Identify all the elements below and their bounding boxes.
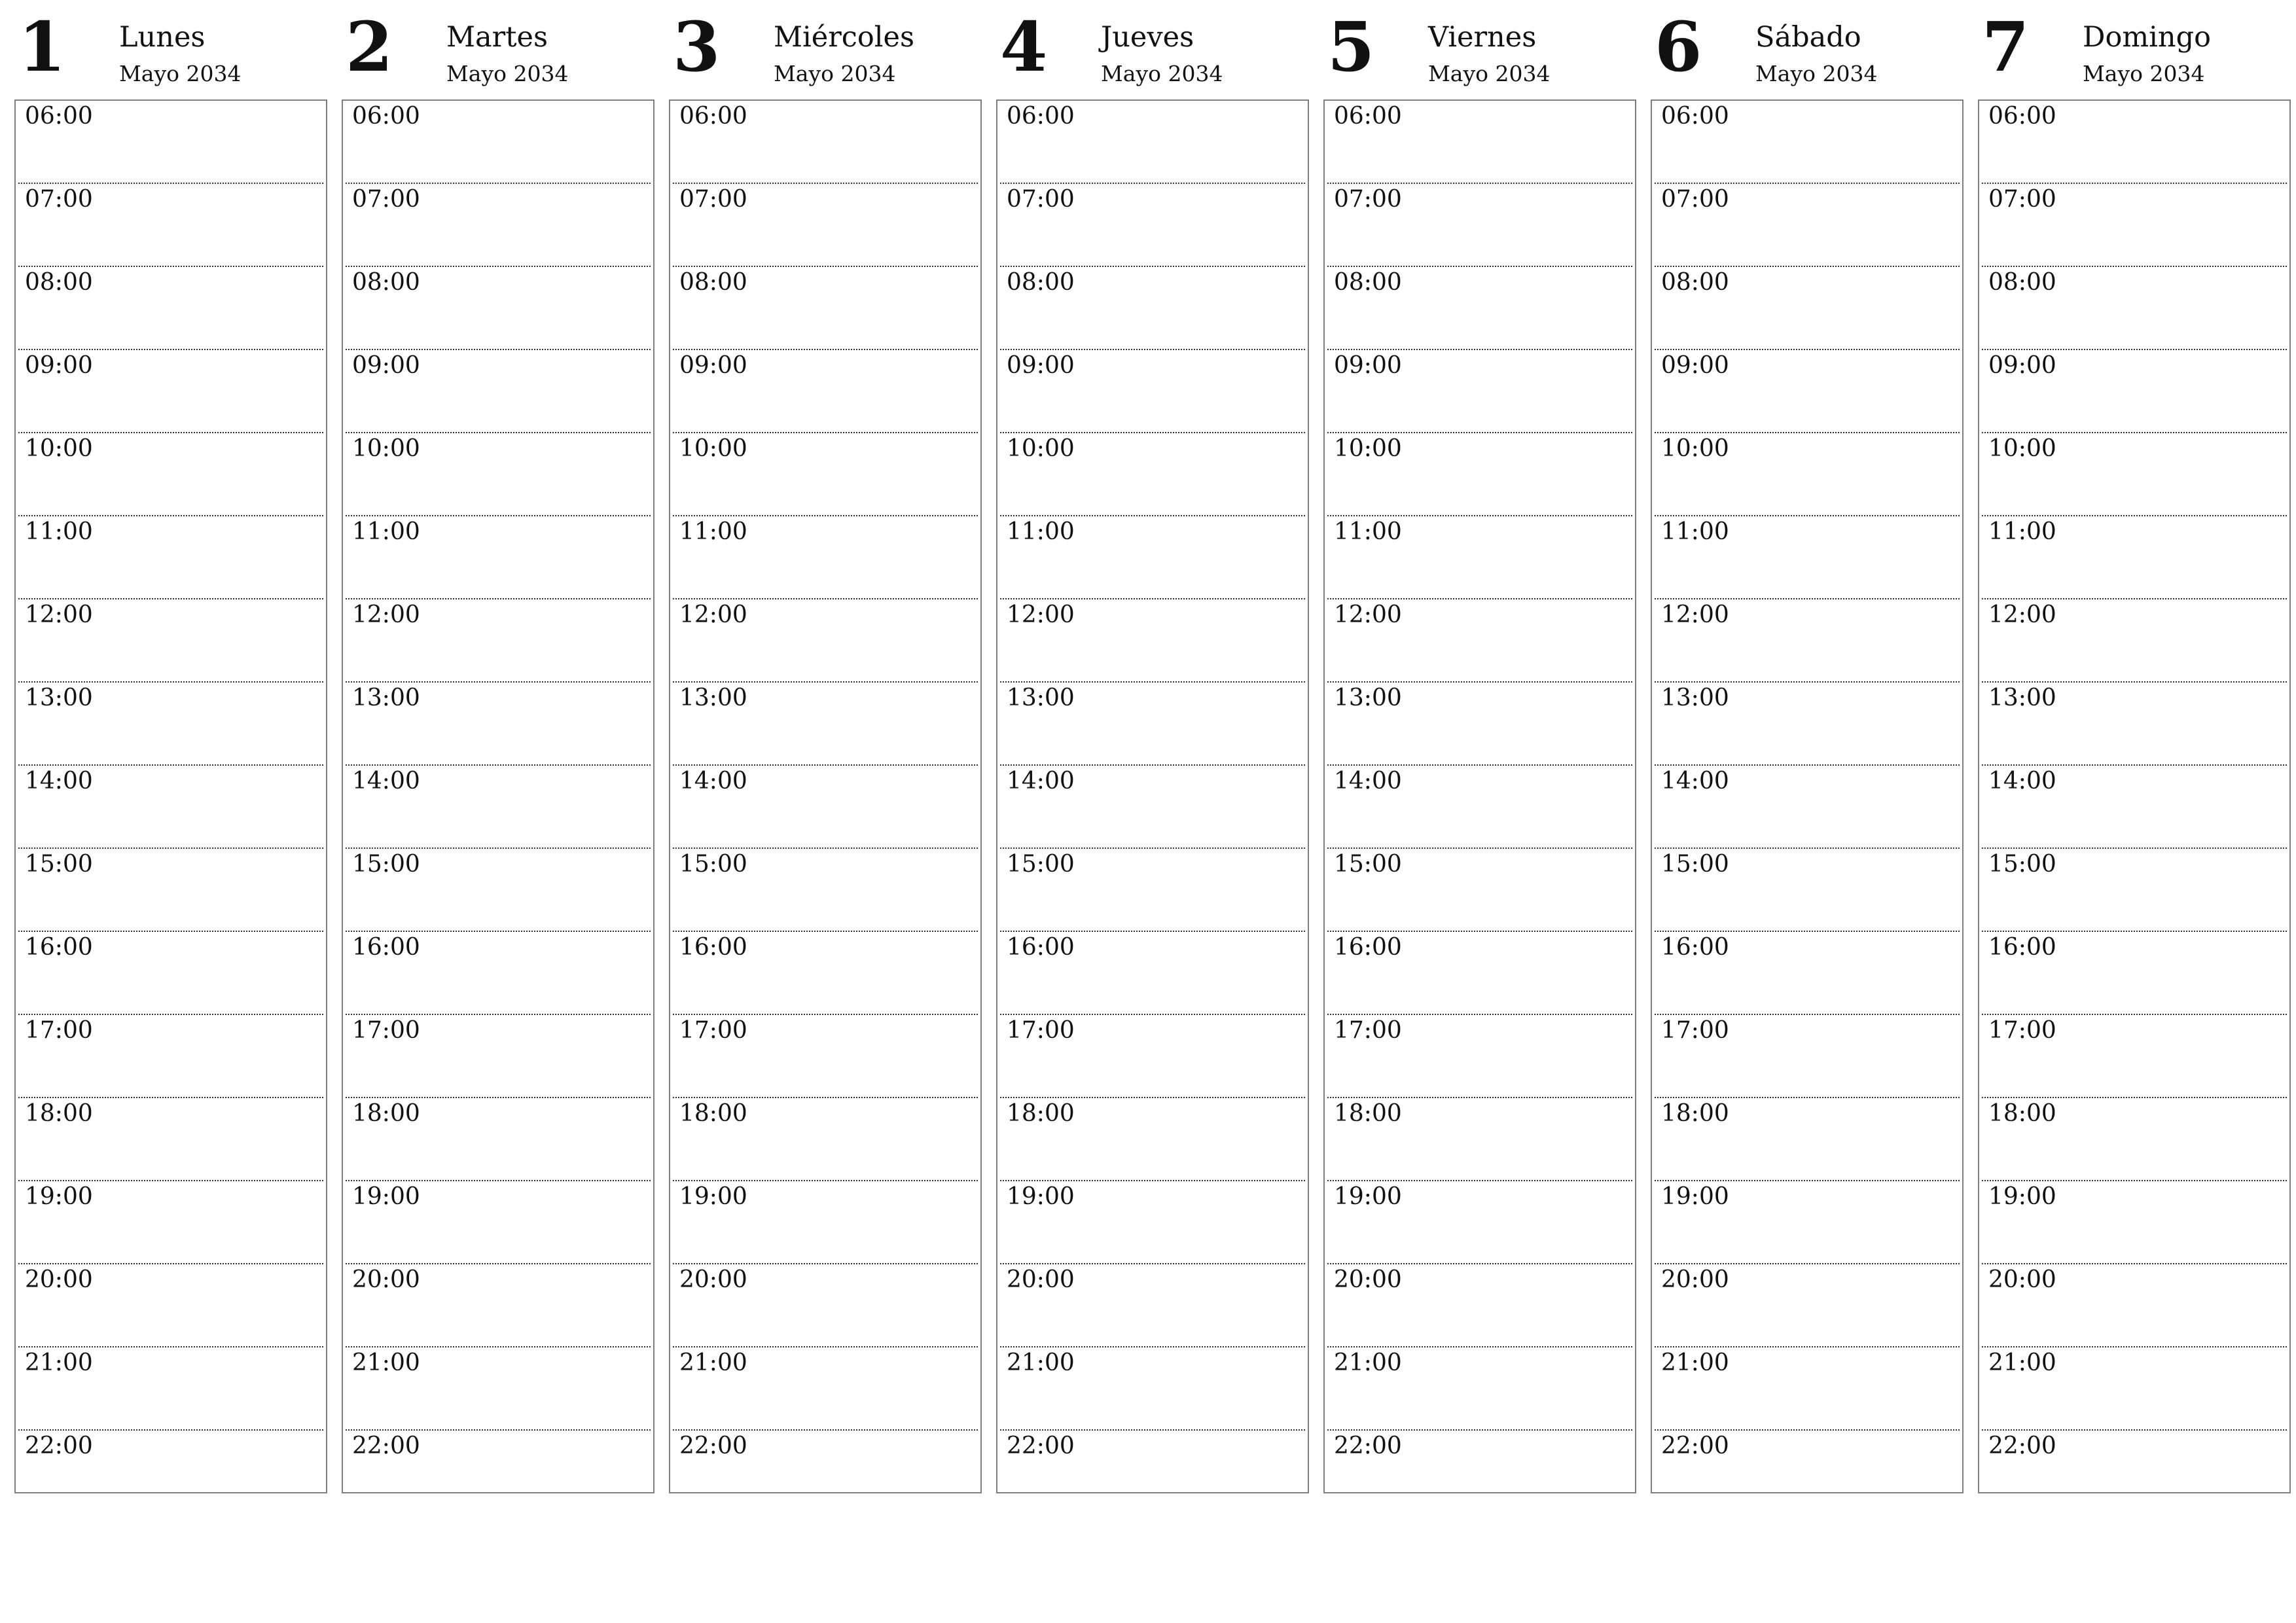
day-name: Sábado <box>1755 21 1861 54</box>
hour-label: 16:00 <box>679 934 747 961</box>
hour-label: 09:00 <box>1988 352 2056 379</box>
hour-label: 17:00 <box>1988 1017 2056 1044</box>
day-column <box>14 0 327 1505</box>
hour-label: 14:00 <box>1334 768 1402 794</box>
hour-label: 16:00 <box>1334 934 1402 961</box>
hour-slot[interactable] <box>346 932 651 1015</box>
hour-label: 17:00 <box>679 1017 747 1044</box>
hour-label: 21:00 <box>1661 1349 1729 1376</box>
hour-slot[interactable] <box>1000 683 1305 766</box>
hour-slot[interactable] <box>673 184 978 267</box>
hour-slot[interactable] <box>346 1015 651 1098</box>
hour-label: 21:00 <box>352 1349 420 1376</box>
day-header <box>1978 0 2291 99</box>
hour-slot[interactable] <box>1655 683 1960 766</box>
hour-label: 12:00 <box>1661 601 1729 628</box>
hour-label: 17:00 <box>25 1017 93 1044</box>
hour-slot[interactable] <box>18 766 323 849</box>
hour-label: 17:00 <box>1007 1017 1075 1044</box>
hour-slot[interactable] <box>1982 683 2287 766</box>
hour-label: 08:00 <box>1334 269 1402 296</box>
hour-slot[interactable] <box>1000 350 1305 433</box>
hour-label: 06:00 <box>352 103 420 130</box>
hour-slot[interactable] <box>1982 932 2287 1015</box>
hour-slot[interactable] <box>1000 932 1305 1015</box>
hour-label: 10:00 <box>1988 435 2056 462</box>
hour-label: 10:00 <box>1007 435 1075 462</box>
day-schedule-box <box>1978 99 2291 1493</box>
hour-slot[interactable] <box>1000 1181 1305 1264</box>
hour-label: 14:00 <box>25 768 93 794</box>
day-month: Mayo 2034 <box>1755 61 1878 86</box>
hour-label: 16:00 <box>25 934 93 961</box>
hour-slot[interactable] <box>346 350 651 433</box>
hour-slot[interactable] <box>1327 766 1632 849</box>
hour-label: 08:00 <box>352 269 420 296</box>
hour-label: 08:00 <box>1988 269 2056 296</box>
hour-slot[interactable] <box>18 1181 323 1264</box>
hour-label: 15:00 <box>1661 851 1729 878</box>
hour-label: 18:00 <box>1334 1100 1402 1127</box>
hour-slot[interactable] <box>1000 433 1305 516</box>
hour-label: 11:00 <box>1334 518 1402 545</box>
hour-label: 10:00 <box>352 435 420 462</box>
hour-label: 13:00 <box>679 685 747 711</box>
hour-label: 19:00 <box>1988 1183 2056 1210</box>
hour-slot[interactable] <box>1982 1098 2287 1181</box>
hour-label: 09:00 <box>1334 352 1402 379</box>
hour-label: 06:00 <box>1007 103 1075 130</box>
hour-label: 06:00 <box>1661 103 1729 130</box>
hour-slot[interactable] <box>18 267 323 350</box>
hour-label: 16:00 <box>1661 934 1729 961</box>
hour-slot[interactable] <box>1000 184 1305 267</box>
hour-label: 14:00 <box>1661 768 1729 794</box>
hour-label: 21:00 <box>679 1349 747 1376</box>
hour-label: 20:00 <box>1007 1266 1075 1293</box>
hour-slot[interactable] <box>18 849 323 932</box>
hour-slot[interactable] <box>1327 932 1632 1015</box>
day-schedule-box <box>342 99 655 1493</box>
hour-label: 12:00 <box>679 601 747 628</box>
hour-label: 14:00 <box>1007 768 1075 794</box>
hour-slot[interactable] <box>1655 350 1960 433</box>
hour-slot[interactable] <box>1655 1264 1960 1347</box>
hour-slot[interactable] <box>1327 350 1632 433</box>
day-column <box>342 0 655 1505</box>
hour-label: 22:00 <box>352 1433 420 1459</box>
day-name: Martes <box>446 21 548 54</box>
hour-label: 22:00 <box>1661 1433 1729 1459</box>
hour-label: 16:00 <box>1007 934 1075 961</box>
day-month: Mayo 2034 <box>446 61 569 86</box>
hour-label: 13:00 <box>1007 685 1075 711</box>
hour-label: 18:00 <box>1007 1100 1075 1127</box>
hour-slot[interactable] <box>1655 1015 1960 1098</box>
hour-label: 11:00 <box>1661 518 1729 545</box>
hour-slot[interactable] <box>1655 516 1960 599</box>
day-header <box>996 0 1309 99</box>
hour-label: 11:00 <box>1007 518 1075 545</box>
day-header <box>669 0 982 99</box>
hour-slot[interactable] <box>673 683 978 766</box>
hour-slot[interactable] <box>1327 599 1632 683</box>
hour-slot[interactable] <box>673 516 978 599</box>
hour-slot[interactable] <box>1327 1264 1632 1347</box>
hour-slot[interactable] <box>1655 599 1960 683</box>
hour-label: 13:00 <box>1334 685 1402 711</box>
hour-slot[interactable] <box>673 932 978 1015</box>
hour-slot[interactable] <box>673 101 978 184</box>
day-column <box>1978 0 2291 1505</box>
hour-label: 11:00 <box>352 518 420 545</box>
hour-label: 13:00 <box>352 685 420 711</box>
hour-slot[interactable] <box>18 433 323 516</box>
hour-slot[interactable] <box>673 1347 978 1431</box>
hour-slot[interactable] <box>1982 433 2287 516</box>
day-number: 4 <box>1000 7 1048 87</box>
hour-slot[interactable] <box>1655 932 1960 1015</box>
day-schedule-box <box>1323 99 1636 1493</box>
hour-slot[interactable] <box>1327 1431 1632 1512</box>
hour-label: 21:00 <box>25 1349 93 1376</box>
hour-slot[interactable] <box>1655 101 1960 184</box>
hour-label: 07:00 <box>352 186 420 213</box>
hour-label: 19:00 <box>1334 1183 1402 1210</box>
hour-label: 22:00 <box>1007 1433 1075 1459</box>
hour-slot[interactable] <box>18 932 323 1015</box>
day-month: Mayo 2034 <box>1101 61 1223 86</box>
hour-slot[interactable] <box>1655 1098 1960 1181</box>
hour-slot[interactable] <box>1000 101 1305 184</box>
day-schedule-box <box>14 99 327 1493</box>
hour-label: 09:00 <box>1007 352 1075 379</box>
hour-slot[interactable] <box>1655 1347 1960 1431</box>
hour-label: 21:00 <box>1334 1349 1402 1376</box>
day-month: Mayo 2034 <box>119 61 242 86</box>
hour-slot[interactable] <box>673 267 978 350</box>
hour-label: 14:00 <box>1988 768 2056 794</box>
hour-label: 15:00 <box>679 851 747 878</box>
hour-label: 06:00 <box>679 103 747 130</box>
hour-slot[interactable] <box>1982 350 2287 433</box>
hour-slot[interactable] <box>1655 849 1960 932</box>
hour-slot[interactable] <box>18 184 323 267</box>
hour-slot[interactable] <box>673 433 978 516</box>
hour-slot[interactable] <box>1982 766 2287 849</box>
hour-label: 22:00 <box>1988 1433 2056 1459</box>
hour-label: 07:00 <box>25 186 93 213</box>
day-number: 3 <box>673 7 721 87</box>
day-name: Domingo <box>2083 21 2211 54</box>
hour-label: 19:00 <box>679 1183 747 1210</box>
day-number: 2 <box>346 7 393 87</box>
hour-label: 09:00 <box>679 352 747 379</box>
day-header <box>14 0 327 99</box>
hour-label: 07:00 <box>1007 186 1075 213</box>
day-schedule-box <box>669 99 982 1493</box>
hour-label: 20:00 <box>1334 1266 1402 1293</box>
hour-slot[interactable] <box>1982 599 2287 683</box>
hour-label: 18:00 <box>25 1100 93 1127</box>
hour-label: 08:00 <box>25 269 93 296</box>
hour-slot[interactable] <box>1655 766 1960 849</box>
hour-label: 07:00 <box>1661 186 1729 213</box>
hour-slot[interactable] <box>18 683 323 766</box>
hour-label: 10:00 <box>1661 435 1729 462</box>
hour-label: 14:00 <box>352 768 420 794</box>
hour-slot[interactable] <box>346 766 651 849</box>
hour-label: 20:00 <box>679 1266 747 1293</box>
hour-slot[interactable] <box>673 849 978 932</box>
hour-label: 12:00 <box>1334 601 1402 628</box>
hour-slot[interactable] <box>1000 1264 1305 1347</box>
hour-slot[interactable] <box>1327 1098 1632 1181</box>
hour-slot[interactable] <box>346 599 651 683</box>
hour-label: 18:00 <box>679 1100 747 1127</box>
hour-label: 07:00 <box>1988 186 2056 213</box>
hour-label: 15:00 <box>1007 851 1075 878</box>
hour-label: 13:00 <box>1661 685 1729 711</box>
hour-label: 19:00 <box>352 1183 420 1210</box>
hour-label: 06:00 <box>1334 103 1402 130</box>
hour-slot[interactable] <box>1000 1015 1305 1098</box>
hour-label: 22:00 <box>1334 1433 1402 1459</box>
hour-label: 15:00 <box>352 851 420 878</box>
hour-slot[interactable] <box>346 1431 651 1512</box>
weekly-planner <box>14 0 2283 1505</box>
day-number: 5 <box>1327 7 1375 87</box>
hour-slot[interactable] <box>1000 516 1305 599</box>
hour-slot[interactable] <box>18 599 323 683</box>
hour-label: 06:00 <box>1988 103 2056 130</box>
hour-label: 16:00 <box>1988 934 2056 961</box>
hour-slot[interactable] <box>1327 1347 1632 1431</box>
hour-label: 15:00 <box>1988 851 2056 878</box>
hour-label: 17:00 <box>1661 1017 1729 1044</box>
hour-label: 21:00 <box>1988 1349 2056 1376</box>
hour-slot[interactable] <box>1982 101 2287 184</box>
day-month: Mayo 2034 <box>774 61 896 86</box>
hour-label: 08:00 <box>679 269 747 296</box>
hour-slot[interactable] <box>1000 599 1305 683</box>
hour-slot[interactable] <box>346 101 651 184</box>
hour-label: 12:00 <box>1988 601 2056 628</box>
day-header <box>1323 0 1636 99</box>
hour-slot[interactable] <box>1655 433 1960 516</box>
hour-slot[interactable] <box>18 350 323 433</box>
hour-slot[interactable] <box>1327 849 1632 932</box>
hour-slot[interactable] <box>673 1015 978 1098</box>
hour-slot[interactable] <box>1327 1015 1632 1098</box>
day-number: 6 <box>1655 7 1702 87</box>
hour-label: 10:00 <box>25 435 93 462</box>
hour-slot[interactable] <box>346 1181 651 1264</box>
hour-label: 10:00 <box>1334 435 1402 462</box>
hour-slot[interactable] <box>346 516 651 599</box>
hour-slot[interactable] <box>1000 766 1305 849</box>
hour-label: 06:00 <box>25 103 93 130</box>
hour-slot[interactable] <box>1982 184 2287 267</box>
hour-slot[interactable] <box>18 1098 323 1181</box>
hour-slot[interactable] <box>1327 683 1632 766</box>
hour-label: 22:00 <box>679 1433 747 1459</box>
hour-slot[interactable] <box>1655 267 1960 350</box>
hour-label: 20:00 <box>25 1266 93 1293</box>
hour-label: 07:00 <box>1334 186 1402 213</box>
hour-slot[interactable] <box>1982 1264 2287 1347</box>
hour-label: 12:00 <box>1007 601 1075 628</box>
day-name: Viernes <box>1428 21 1537 54</box>
hour-slot[interactable] <box>673 1264 978 1347</box>
hour-label: 17:00 <box>352 1017 420 1044</box>
hour-slot[interactable] <box>346 1098 651 1181</box>
hour-label: 18:00 <box>352 1100 420 1127</box>
hour-label: 15:00 <box>1334 851 1402 878</box>
hour-label: 10:00 <box>679 435 747 462</box>
hour-slot[interactable] <box>1982 516 2287 599</box>
hour-slot[interactable] <box>673 350 978 433</box>
hour-slot[interactable] <box>346 267 651 350</box>
hour-label: 12:00 <box>352 601 420 628</box>
hour-slot[interactable] <box>346 849 651 932</box>
hour-slot[interactable] <box>673 1098 978 1181</box>
hour-slot[interactable] <box>1000 267 1305 350</box>
hour-slot[interactable] <box>1327 101 1632 184</box>
hour-label: 09:00 <box>352 352 420 379</box>
hour-label: 19:00 <box>25 1183 93 1210</box>
hour-label: 14:00 <box>679 768 747 794</box>
hour-slot[interactable] <box>1000 1431 1305 1512</box>
hour-label: 18:00 <box>1661 1100 1729 1127</box>
hour-label: 19:00 <box>1661 1183 1729 1210</box>
hour-slot[interactable] <box>1655 184 1960 267</box>
hour-slot[interactable] <box>18 516 323 599</box>
hour-slot[interactable] <box>18 101 323 184</box>
hour-label: 16:00 <box>352 934 420 961</box>
day-header <box>342 0 655 99</box>
hour-slot[interactable] <box>673 599 978 683</box>
hour-label: 20:00 <box>1988 1266 2056 1293</box>
hour-label: 09:00 <box>25 352 93 379</box>
hour-slot[interactable] <box>1982 849 2287 932</box>
hour-label: 15:00 <box>25 851 93 878</box>
hour-slot[interactable] <box>1000 849 1305 932</box>
hour-label: 13:00 <box>25 685 93 711</box>
day-month: Mayo 2034 <box>1428 61 1551 86</box>
day-schedule-box <box>1651 99 1964 1493</box>
hour-slot[interactable] <box>1655 1181 1960 1264</box>
day-number: 7 <box>1982 7 2030 87</box>
hour-slot[interactable] <box>346 1347 651 1431</box>
hour-slot[interactable] <box>1982 1181 2287 1264</box>
hour-label: 11:00 <box>1988 518 2056 545</box>
hour-slot[interactable] <box>18 1015 323 1098</box>
hour-slot[interactable] <box>346 433 651 516</box>
hour-label: 08:00 <box>1661 269 1729 296</box>
day-column <box>669 0 982 1505</box>
hour-slot[interactable] <box>1982 1347 2287 1431</box>
hour-label: 07:00 <box>679 186 747 213</box>
day-column <box>1651 0 1964 1505</box>
day-column <box>1323 0 1636 1505</box>
hour-slot[interactable] <box>1982 1431 2287 1512</box>
day-name: Jueves <box>1101 21 1194 54</box>
day-name: Miércoles <box>774 21 915 54</box>
day-month: Mayo 2034 <box>2083 61 2205 86</box>
day-schedule-box <box>996 99 1309 1493</box>
hour-label: 09:00 <box>1661 352 1729 379</box>
hour-label: 12:00 <box>25 601 93 628</box>
hour-slot[interactable] <box>18 1264 323 1347</box>
hour-label: 08:00 <box>1007 269 1075 296</box>
hour-slot[interactable] <box>1982 1015 2287 1098</box>
hour-slot[interactable] <box>1982 267 2287 350</box>
hour-slot[interactable] <box>346 1264 651 1347</box>
hour-label: 20:00 <box>352 1266 420 1293</box>
hour-slot[interactable] <box>1327 267 1632 350</box>
day-column <box>996 0 1309 1505</box>
hour-slot[interactable] <box>673 1431 978 1512</box>
hour-slot[interactable] <box>1327 433 1632 516</box>
day-header <box>1651 0 1964 99</box>
day-number: 1 <box>18 7 66 87</box>
hour-slot[interactable] <box>673 1181 978 1264</box>
hour-slot[interactable] <box>1000 1098 1305 1181</box>
hour-slot[interactable] <box>673 766 978 849</box>
hour-label: 20:00 <box>1661 1266 1729 1293</box>
hour-slot[interactable] <box>18 1347 323 1431</box>
hour-label: 11:00 <box>25 518 93 545</box>
hour-label: 21:00 <box>1007 1349 1075 1376</box>
hour-slot[interactable] <box>1655 1431 1960 1512</box>
hour-slot[interactable] <box>1327 516 1632 599</box>
hour-slot[interactable] <box>346 184 651 267</box>
day-name: Lunes <box>119 21 206 54</box>
hour-label: 17:00 <box>1334 1017 1402 1044</box>
hour-label: 22:00 <box>25 1433 93 1459</box>
hour-slot[interactable] <box>1000 1347 1305 1431</box>
hour-slot[interactable] <box>1327 184 1632 267</box>
hour-slot[interactable] <box>346 683 651 766</box>
hour-slot[interactable] <box>1327 1181 1632 1264</box>
hour-label: 11:00 <box>679 518 747 545</box>
hour-label: 19:00 <box>1007 1183 1075 1210</box>
hour-label: 13:00 <box>1988 685 2056 711</box>
hour-label: 18:00 <box>1988 1100 2056 1127</box>
hour-slot[interactable] <box>18 1431 323 1512</box>
